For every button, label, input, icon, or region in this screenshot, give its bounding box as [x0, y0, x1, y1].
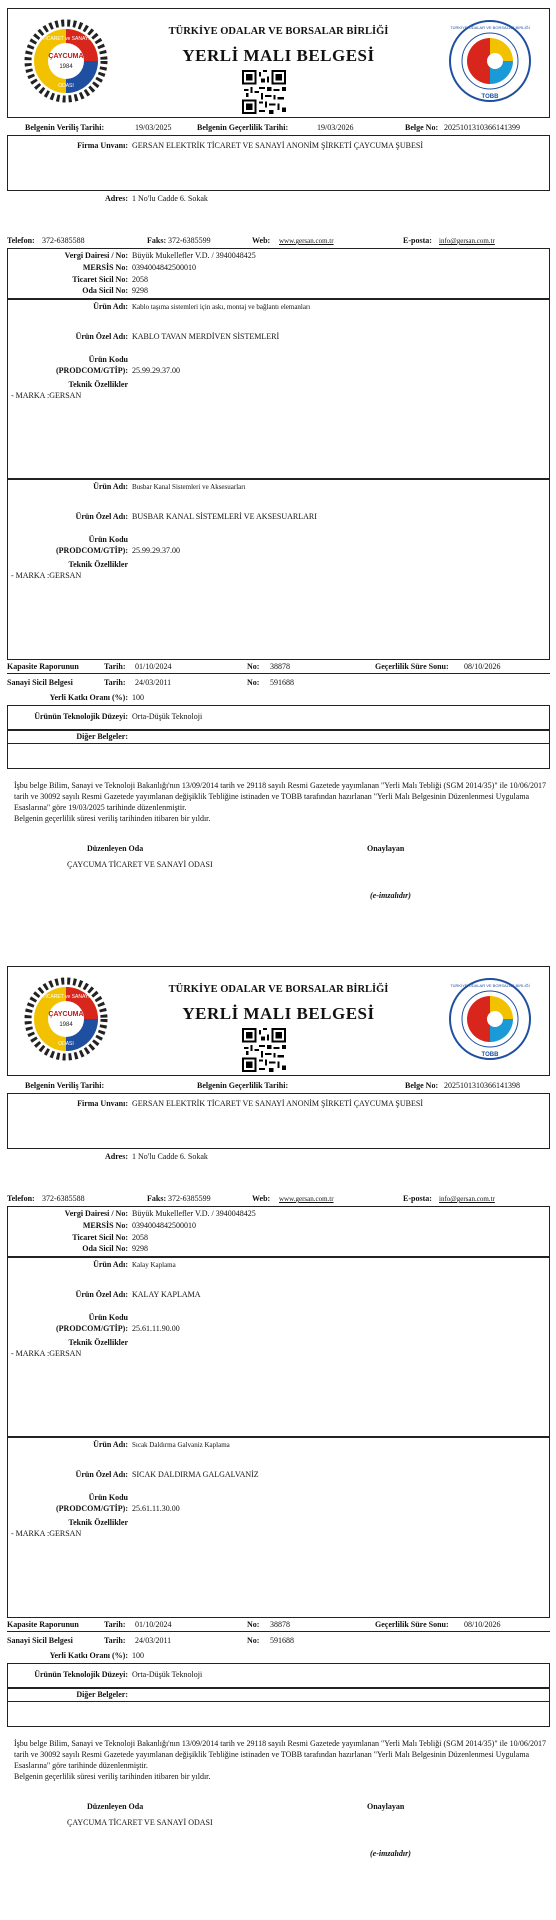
svg-text:ODASI: ODASI [58, 1041, 74, 1047]
product-tech-value: - MARKA :GERSAN [11, 1529, 82, 1538]
product-box-2 [7, 478, 550, 660]
chamber-reg-label: Oda Sicil No: [82, 1244, 128, 1253]
product-code-label-2: (PRODCOM/GTİP): [56, 1504, 128, 1513]
industry-date-label: Tarih: [104, 1636, 126, 1645]
trade-reg-no: 2058 [132, 1233, 148, 1242]
mersis-no: 0394004842500010 [132, 1221, 196, 1230]
trade-reg-label: Ticaret Sicil No: [72, 1233, 128, 1242]
address: 1 No'lu Cadde 6. Sokak [132, 1152, 208, 1161]
product-name: Kablo taşıma sistemleri için askı, montaj ve bağlantı elemanları [132, 303, 311, 311]
product-code-label: Ürün Kodu [88, 535, 128, 544]
local-content-label: Yerli Katkı Oranı (%): [49, 693, 128, 702]
issue-date: 19/03/2025 [135, 123, 172, 132]
issuer-label: Düzenleyen Oda [87, 1802, 144, 1811]
product-box-1 [7, 298, 550, 480]
capacity-valid-label: Geçerlilik Süre Sonu: [375, 1620, 449, 1629]
doc-no-label: Belge No: [405, 1081, 439, 1090]
email-link[interactable]: info@gersan.com.tr [439, 237, 495, 245]
product-name: Kalay Kaplama [132, 1261, 176, 1269]
tax-office: Büyük Mukellefler V.D. / 3940048425 [132, 1209, 256, 1218]
address: 1 No'lu Cadde 6. Sokak [132, 194, 208, 203]
product-code-label: Ürün Kodu [88, 355, 128, 364]
legal-paragraph [14, 780, 554, 824]
valid-date-label: Belgenin Geçerlilik Tarihi: [197, 123, 289, 132]
product-name: Busbar Kanal Sistemleri ve Aksesuarları [132, 483, 246, 491]
product-code-label-2: (PRODCOM/GTİP): [56, 366, 128, 375]
capacity-date-label: Tarih: [104, 662, 126, 671]
tax-label: Vergi Dairesi / No: [64, 251, 128, 260]
legal-text: İşbu belge Bilim, Sanayi ve Teknoloji Bakanlığı'nın 13/09/2014 tarih ve 29118 sayılı Resmi Gazetede yayımlanan "Yerli Malı Tebliği (SGM 2014/35)" ile 10/06/2017 tarih ve 30092 sayılı Resmi Gazetede yayımlanan değişiklik Tebliğine istinaden ve TOBB tarafından hazırlanan "Yerli Malı Belgesinin Düzenlenmesi Uygulama Esaslarına" göre [14, 1739, 547, 1770]
tech-level-value: Orta-Düşük Teknoloji [132, 712, 203, 721]
fax: 372-6385599 [168, 1194, 211, 1203]
mersis-label: MERSİS No: [82, 263, 128, 272]
product-box-1 [7, 1256, 550, 1438]
product-tech-value: - MARKA :GERSAN [11, 391, 82, 400]
product-tech-label: Teknik Özellikler [68, 380, 128, 389]
e-signature-note: (e-imzalıdır) [370, 891, 411, 900]
industry-date: 24/03/2011 [135, 1636, 172, 1645]
product-special-name: KALAY KAPLAMA [132, 1290, 201, 1299]
tobb-logo [447, 976, 533, 1062]
e-signature-note: (e-imzalıdır) [370, 1849, 411, 1858]
email-label: E-posta: [403, 1194, 432, 1203]
capacity-date: 01/10/2024 [135, 662, 172, 671]
industry-no-label: No: [247, 1636, 260, 1645]
issuer-name: ÇAYCUMA TİCARET VE SANAYİ ODASI [67, 1818, 213, 1827]
product-special-name: SICAK DALDIRMA GALGALVANİZ [132, 1470, 259, 1479]
industry-date: 24/03/2011 [135, 678, 172, 687]
capacity-valid-date: 08/10/2026 [464, 662, 501, 671]
product-special-label: Ürün Özel Adı: [75, 1470, 128, 1479]
mersis-label: MERSİS No: [82, 1221, 128, 1230]
product-box-2 [7, 1436, 550, 1618]
svg-text:TÜRKİYE ODALAR VE BORSALAR BİR: TÜRKİYE ODALAR VE BORSALAR BİRLİĞİ [450, 983, 530, 988]
local-content-label: Yerli Katkı Oranı (%): [49, 1651, 128, 1660]
product-tech-value: - MARKA :GERSAN [11, 571, 82, 580]
fax: 372-6385599 [168, 236, 211, 245]
product-code: 25.61.11.30.00 [132, 1504, 180, 1513]
legal-date: 19/03/2025 [68, 803, 105, 812]
org-title: TÜRKİYE ODALAR VE BORSALAR BİRLİĞİ [168, 984, 389, 995]
svg-text:TİCARET ve SANAYİ: TİCARET ve SANAYİ [42, 36, 90, 42]
trade-reg-label: Ticaret Sicil No: [72, 275, 128, 284]
legal-paragraph [14, 1738, 554, 1782]
capacity-no-label: No: [247, 1620, 260, 1629]
product-special-label: Ürün Özel Adı: [75, 1290, 128, 1299]
svg-text:1984: 1984 [59, 1022, 73, 1028]
capacity-date-label: Tarih: [104, 1620, 126, 1629]
web-link[interactable]: www.gersan.com.tr [279, 237, 334, 245]
divider [7, 1631, 550, 1632]
svg-text:ÇAYCUMA: ÇAYCUMA [48, 53, 84, 60]
svg-text:1984: 1984 [59, 64, 73, 70]
legal-tail: tarihinde düzenlenmiştir. [68, 1761, 148, 1770]
svg-text:TOBB: TOBB [481, 94, 499, 100]
product-code-label-2: (PRODCOM/GTİP): [56, 1324, 128, 1333]
doc-no: 2025101310366141399 [444, 123, 520, 132]
product-tech-label: Teknik Özellikler [68, 560, 128, 569]
chamber-reg-label: Oda Sicil No: [82, 286, 128, 295]
capacity-valid-date: 08/10/2026 [464, 1620, 501, 1629]
svg-text:ODASI: ODASI [58, 83, 74, 89]
capacity-no: 38878 [270, 1620, 290, 1629]
product-code: 25.61.11.90.00 [132, 1324, 180, 1333]
product-tech-value: - MARKA :GERSAN [11, 1349, 82, 1358]
product-tech-label: Teknik Özellikler [68, 1518, 128, 1527]
doc-no-label: Belge No: [405, 123, 439, 132]
trade-reg-no: 2058 [132, 275, 148, 284]
issuer-name: ÇAYCUMA TİCARET VE SANAYİ ODASI [67, 860, 213, 869]
product-name-label: Ürün Adı: [93, 1440, 128, 1449]
capacity-no: 38878 [270, 662, 290, 671]
product-special-name: BUSBAR KANAL SİSTEMLERİ VE AKSESUARLARI [132, 512, 317, 521]
product-special-label: Ürün Özel Adı: [75, 512, 128, 521]
company-label: Firma Unvanı: [77, 141, 128, 150]
doc-title: YERLİ MALI BELGESİ [182, 46, 375, 65]
company-name: GERSAN ELEKTRİK TİCARET VE SANAYİ ANONİM ŞİRKETİ ÇAYCUMA ŞUBESİ [132, 141, 423, 150]
product-name-label: Ürün Adı: [93, 482, 128, 491]
svg-text:TOBB: TOBB [481, 1052, 499, 1058]
validity-note: Belgenin geçerlilik süresi veriliş tarihinden itibaren bir yıldır. [14, 1772, 211, 1781]
org-title: TÜRKİYE ODALAR VE BORSALAR BİRLİĞİ [168, 26, 389, 37]
email-label: E-posta: [403, 236, 432, 245]
tech-level-value: Orta-Düşük Teknoloji [132, 1670, 203, 1679]
product-name-label: Ürün Adı: [93, 1260, 128, 1269]
product-code: 25.99.29.37.00 [132, 366, 180, 375]
phone: 372-6385588 [42, 1194, 85, 1203]
divider [7, 673, 550, 674]
address-label: Adres: [105, 1152, 128, 1161]
company-name: GERSAN ELEKTRİK TİCARET VE SANAYİ ANONİM ŞİRKETİ ÇAYCUMA ŞUBESİ [132, 1099, 423, 1108]
fax-label: Faks: [147, 1194, 167, 1203]
web-label: Web: [252, 1194, 271, 1203]
capacity-no-label: No: [247, 662, 260, 671]
phone-label: Telefon: [7, 236, 35, 245]
doc-title: YERLİ MALI BELGESİ [182, 1004, 375, 1023]
other-docs-label: Diğer Belgeler: [76, 732, 128, 741]
capacity-label: Kapasite Raporunun [7, 1620, 79, 1629]
valid-date-label: Belgenin Geçerlilik Tarihi: [197, 1081, 289, 1090]
product-code-label: Ürün Kodu [88, 1493, 128, 1502]
qr-code [242, 70, 286, 114]
chamber-reg-no: 9298 [132, 1244, 148, 1253]
email-link[interactable]: info@gersan.com.tr [439, 1195, 495, 1203]
phone: 372-6385588 [42, 236, 85, 245]
approver-label: Onaylayan [367, 1802, 405, 1811]
svg-text:TÜRKİYE ODALAR VE BORSALAR BİR: TÜRKİYE ODALAR VE BORSALAR BİRLİĞİ [450, 25, 530, 30]
mersis-no: 0394004842500010 [132, 263, 196, 272]
valid-date: 19/03/2026 [317, 123, 354, 132]
tax-label: Vergi Dairesi / No: [64, 1209, 128, 1218]
company-label: Firma Unvanı: [77, 1099, 128, 1108]
product-tech-label: Teknik Özellikler [68, 1338, 128, 1347]
industry-no: 591688 [270, 1636, 294, 1645]
phone-label: Telefon: [7, 1194, 35, 1203]
issue-date-label: Belgenin Veriliş Tarihi: [25, 1081, 105, 1090]
divider [7, 1701, 550, 1702]
qr-code [242, 1028, 286, 1072]
divider [7, 743, 550, 744]
product-special-name: KABLO TAVAN MERDİVEN SİSTEMLERİ [132, 332, 280, 341]
tech-level-label: Ürünün Teknolojik Düzeyi: [34, 712, 128, 721]
web-label: Web: [252, 236, 271, 245]
tax-office: Büyük Mukellefler V.D. / 3940048425 [132, 251, 256, 260]
product-name-label: Ürün Adı: [93, 302, 128, 311]
web-link[interactable]: www.gersan.com.tr [279, 1195, 334, 1203]
product-code-label: Ürün Kodu [88, 1313, 128, 1322]
capacity-label: Kapasite Raporunun [7, 662, 79, 671]
tobb-logo [447, 18, 533, 104]
svg-text:TİCARET ve SANAYİ: TİCARET ve SANAYİ [42, 994, 90, 1000]
local-content-value: 100 [132, 693, 144, 702]
product-code-label-2: (PRODCOM/GTİP): [56, 546, 128, 555]
issuer-label: Düzenleyen Oda [87, 844, 144, 853]
industry-label: Sanayi Sicil Belgesi [7, 1636, 73, 1645]
capacity-date: 01/10/2024 [135, 1620, 172, 1629]
other-docs-label: Diğer Belgeler: [76, 1690, 128, 1699]
capacity-valid-label: Geçerlilik Süre Sonu: [375, 662, 449, 671]
industry-date-label: Tarih: [104, 678, 126, 687]
validity-note: Belgenin geçerlilik süresi veriliş tarihinden itibaren bir yıldır. [14, 814, 211, 823]
doc-no: 2025101310366141398 [444, 1081, 520, 1090]
product-code: 25.99.29.37.00 [132, 546, 180, 555]
industry-label: Sanayi Sicil Belgesi [7, 678, 73, 687]
product-name: Sıcak Daldırma Galvaniz Kaplama [132, 1441, 230, 1449]
tech-level-label: Ürünün Teknolojik Düzeyi: [34, 1670, 128, 1679]
industry-no-label: No: [247, 678, 260, 687]
approver-label: Onaylayan [367, 844, 405, 853]
industry-no: 591688 [270, 678, 294, 687]
legal-text: İşbu belge Bilim, Sanayi ve Teknoloji Bakanlığı'nın 13/09/2014 tarih ve 29118 sayılı Resmi Gazetede yayımlanan "Yerli Malı Tebliği (SGM 2014/35)" ile 10/06/2017 tarih ve 30092 sayılı Resmi Gazetede yayımlanan değişiklik Tebliğine istinaden ve TOBB tarafından hazırlanan "Yerli Malı Belgesinin Düzenlenmesi Uygulama Esaslarına" göre [14, 781, 547, 812]
issue-date-label: Belgenin Veriliş Tarihi: [25, 123, 105, 132]
address-label: Adres: [105, 194, 128, 203]
product-special-label: Ürün Özel Adı: [75, 332, 128, 341]
fax-label: Faks: [147, 236, 167, 245]
legal-tail: tarihinde düzenlenmiştir. [106, 803, 187, 812]
local-content-value: 100 [132, 1651, 144, 1660]
svg-text:ÇAYCUMA: ÇAYCUMA [48, 1011, 84, 1018]
chamber-reg-no: 9298 [132, 286, 148, 295]
